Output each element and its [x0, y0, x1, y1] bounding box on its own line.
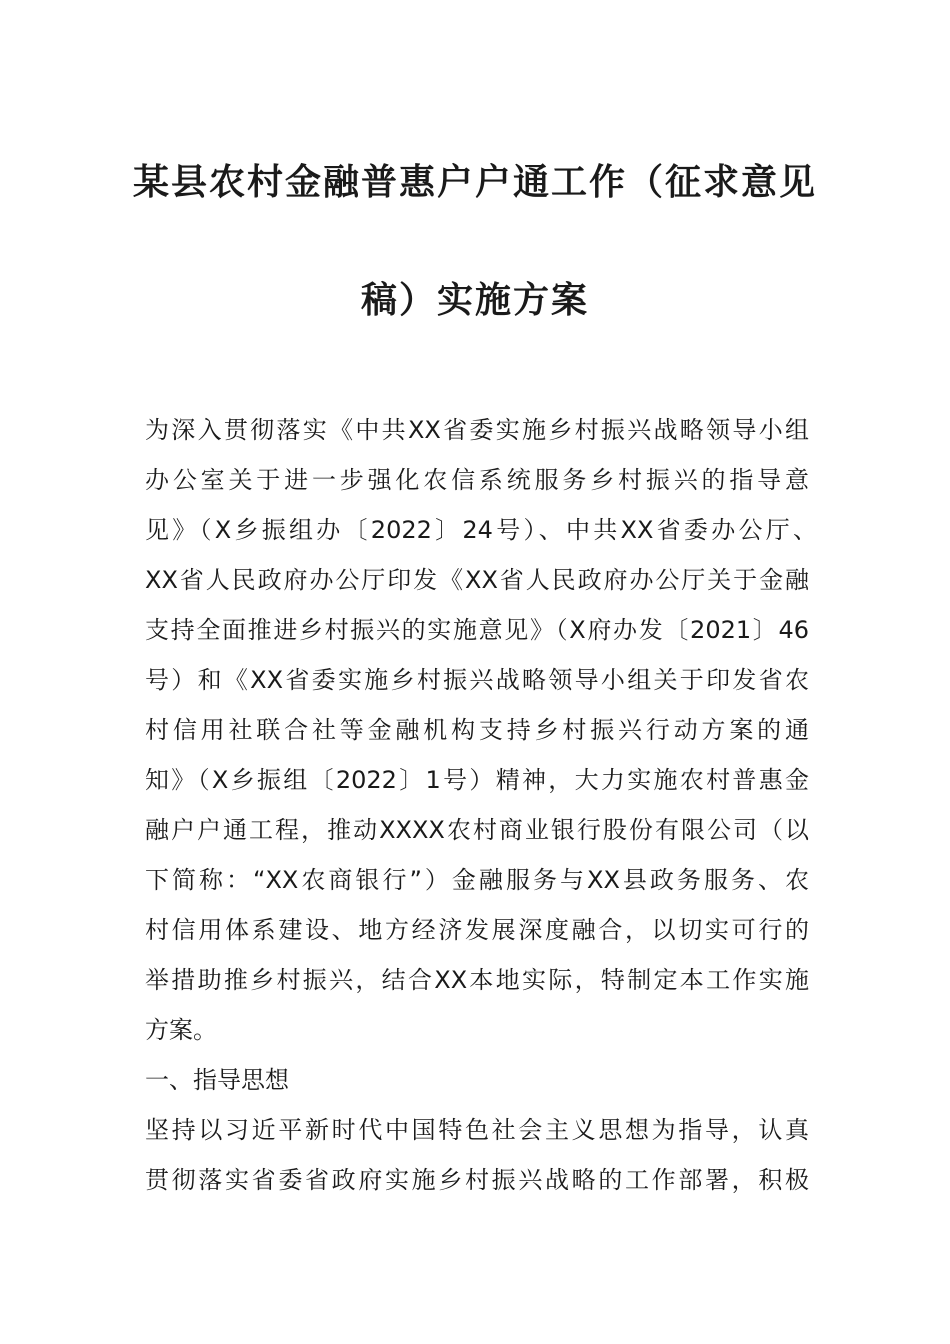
intro-paragraph-line: 为深入贯彻落实《中共XX省委实施乡村振兴战略领导小组 [145, 416, 809, 444]
intro-paragraph-line: 办公室关于进一步强化农信系统服务乡村振兴的指导意 [145, 466, 809, 494]
intro-paragraph-line: XX省人民政府办公厅印发《XX省人民政府办公厅关于金融 [145, 566, 809, 594]
intro-paragraph-line: 村信用社联合社等金融机构支持乡村振兴行动方案的通 [145, 716, 809, 744]
intro-paragraph-line: 举措助推乡村振兴，结合XX本地实际，特制定本工作实施 [145, 966, 809, 994]
intro-paragraph-line: 见》（X乡振组办〔2022〕24号）、中共XX省委办公厅、 [145, 516, 817, 544]
document-title-line-2: 稿）实施方案 [360, 279, 589, 321]
intro-paragraph-line: 方案。 [145, 1016, 217, 1044]
section-heading: 一、指导思想 [145, 1066, 289, 1094]
intro-paragraph-line: 下简称：“XX农商银行”）金融服务与XX县政务服务、农 [145, 866, 809, 894]
intro-paragraph-line: 村信用体系建设、地方经济发展深度融合，以切实可行的 [145, 916, 809, 944]
intro-paragraph-line: 融户户通工程，推动XXXX农村商业银行股份有限公司（以 [145, 816, 809, 844]
section-paragraph-line: 贯彻落实省委省政府实施乡村振兴战略的工作部署，积极 [145, 1166, 809, 1194]
intro-paragraph-line: 支持全面推进乡村振兴的实施意见》（X府办发〔2021〕46 [145, 616, 809, 644]
intro-paragraph-line: 号）和《XX省委实施乡村振兴战略领导小组关于印发省农 [145, 666, 809, 694]
section-paragraph-line: 坚持以习近平新时代中国特色社会主义思想为指导，认真 [145, 1116, 809, 1144]
intro-paragraph-line: 知》（X乡振组〔2022〕1号）精神，大力实施农村普惠金 [145, 766, 809, 794]
document-title-line-1: 某县农村金融普惠户户通工作（征求意见 [132, 161, 817, 203]
